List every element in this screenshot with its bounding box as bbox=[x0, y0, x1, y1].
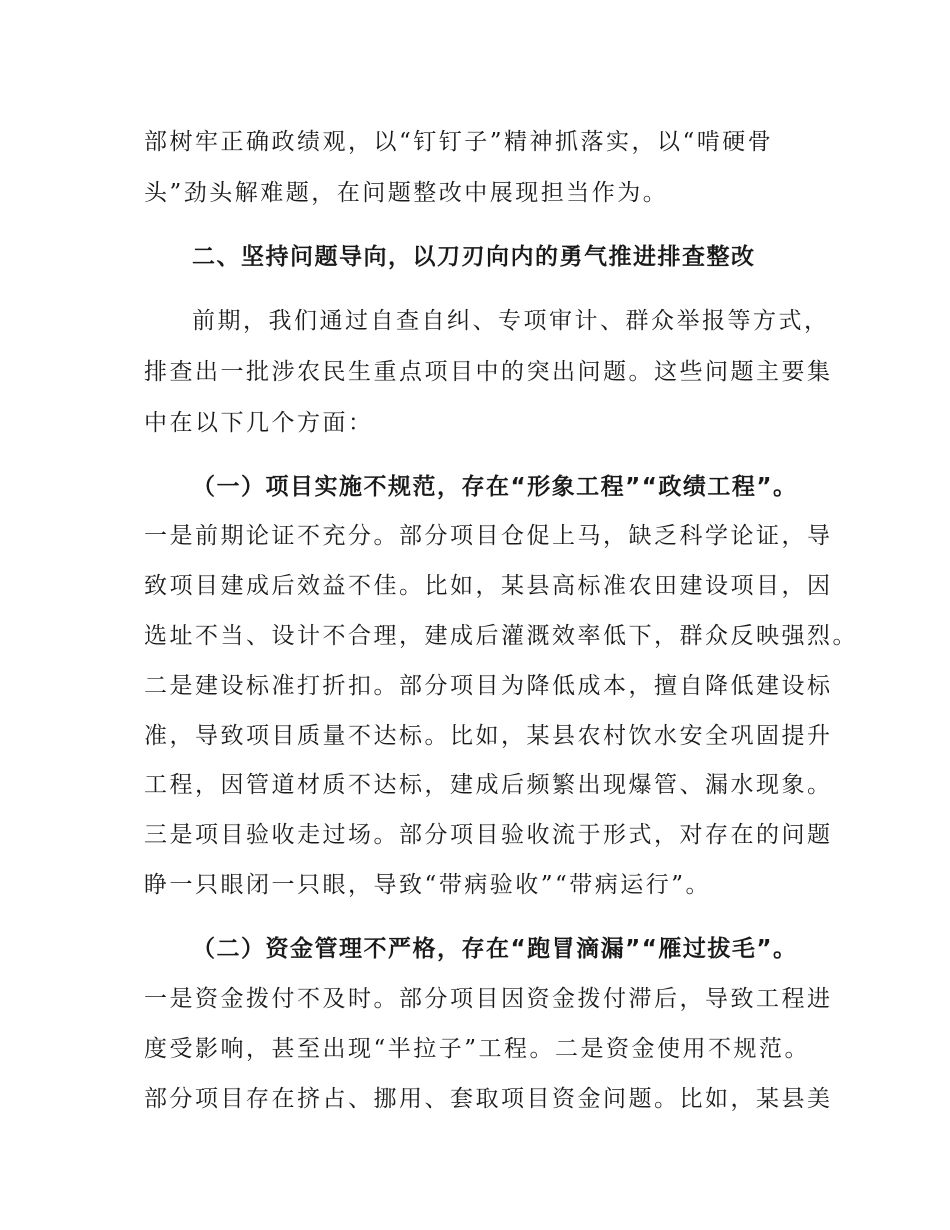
body-line: 部分项目存在挤占、挪用、套取项目资金问题。比如，某县美 bbox=[144, 1086, 833, 1112]
body-line: 致项目建成后效益不佳。比如，某县高标准农田建设项目，因 bbox=[144, 573, 833, 599]
subsection-heading: （一）项目实施不规范，存在“形象工程”“政绩工程”。 bbox=[192, 474, 798, 500]
body-line: 前期，我们通过自查自纠、专项审计、群众举报等方式， bbox=[192, 308, 830, 334]
body-line: 一是资金拨付不及时。部分项目因资金拨付滞后，导致工程进 bbox=[144, 986, 833, 1012]
body-line: 一是前期论证不充分。部分项目仓促上马，缺乏科学论证，导 bbox=[144, 523, 833, 549]
body-line: 准，导致项目质量不达标。比如，某县农村饮水安全巩固提升 bbox=[144, 723, 833, 749]
body-line: 选址不当、设计不合理，建成后灌溉效率低下，群众反映强烈。 bbox=[144, 623, 858, 649]
subsection-heading: （二）资金管理不严格，存在“跑冒滴漏”“雁过拔毛”。 bbox=[192, 936, 798, 962]
body-line: 中在以下几个方面： bbox=[144, 410, 374, 436]
body-line: 部树牢正确政绩观，以“钉钉子”精神抓落实，以“啃硬骨 bbox=[144, 129, 774, 155]
body-line: 睁一只眼闭一只眼，导致“带病验收”“带病运行”。 bbox=[144, 872, 712, 898]
body-line: 排查出一批涉农民生重点项目中的突出问题。这些问题主要集 bbox=[144, 359, 833, 385]
body-line: 三是项目验收走过场。部分项目验收流于形式，对存在的问题 bbox=[144, 822, 833, 848]
body-line: 二是建设标准打折扣。部分项目为降低成本，擅自降低建设标 bbox=[144, 673, 833, 699]
body-line: 度受影响，甚至出现“半拉子”工程。二是资金使用不规范。 bbox=[144, 1036, 811, 1062]
section-heading: 二、坚持问题导向，以刀刃向内的勇气推进排查整改 bbox=[192, 244, 756, 270]
body-line: 工程，因管道材质不达标，建成后频繁出现爆管、漏水现象。 bbox=[144, 772, 833, 798]
body-line: 头”劲头解难题，在问题整改中展现担当作为。 bbox=[144, 180, 669, 206]
